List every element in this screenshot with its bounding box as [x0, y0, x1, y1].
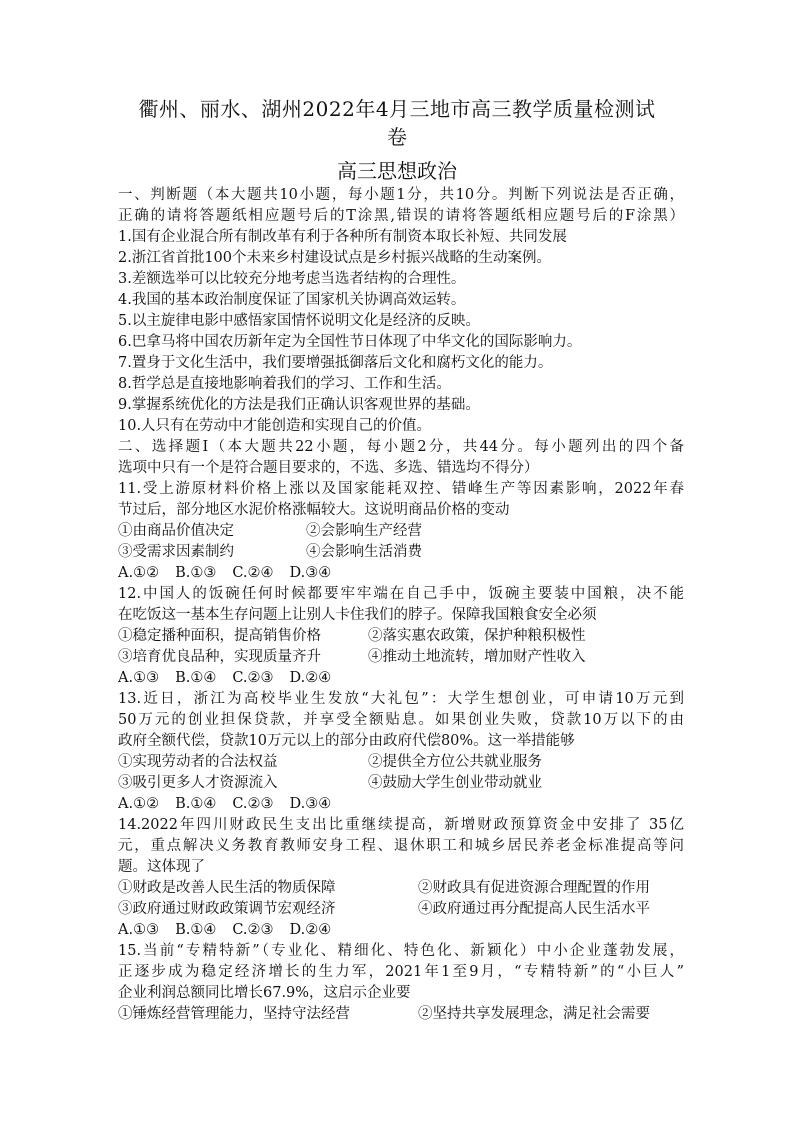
judgment-item-1: 1.国有企业混合所有制改革有利于各种所有制资本取长补短、共同发展	[118, 229, 567, 245]
q13-option-2: ②提供全方位公共就业服务	[368, 754, 542, 770]
q13-stem-line3: 政府全额代偿，贷款10万元以上的部分由政府代偿80%。这一举措能够	[118, 733, 575, 749]
exam-title-line2: 卷	[387, 125, 407, 149]
judgment-item-3: 3.差额选举可以比较充分地考虑当选者结构的合理性。	[118, 271, 466, 287]
q12-option-1: ①稳定播种面积，提高销售价格	[118, 628, 321, 644]
q11-option-2: ②会影响生产经营	[306, 523, 422, 539]
q14-stem-line2: 元，重点解决义务教育教师安身工程、退休职工和城乡居民养老金标准提高等问	[118, 838, 684, 854]
q13-stem-line1: 13.近日，浙江为高校毕业生发放“大礼包”：大学生想创业，可申请10万元到	[118, 691, 684, 707]
q14-options-row2	[118, 899, 684, 920]
exam-subject: 高三思想政治	[337, 159, 457, 183]
judgment-item-2: 2.浙江省首批100个未来乡村建设试点是乡村振兴战略的生动案例。	[118, 250, 552, 266]
q13-answers	[118, 794, 684, 815]
q14-answer-c: C.②③	[232, 922, 274, 938]
q13-answer-d: D.③④	[289, 796, 332, 812]
q13-option-4: ④鼓励大学生创业带动就业	[368, 775, 542, 791]
exam-title-line1: 衢州、丽水、湖州2022年4月三地市高三教学质量检测试	[138, 97, 656, 121]
q14-stem-line1: 14.2022年四川财政民生支出比重继续提高，新增财政预算资金中安排了 35亿	[118, 817, 684, 833]
section2-heading-line1: 二、选择题Ⅰ（本大题共22小题，每小题2分，共44分。每小题列出的四个备	[118, 439, 684, 455]
q13-options-row2	[118, 773, 684, 794]
q14-option-1: ①财政是改善人民生活的物质保障	[118, 880, 336, 896]
q11-option-1: ①由商品价值决定	[118, 523, 234, 539]
q14-answers	[118, 920, 684, 941]
q12-answer-b: B.①④	[175, 670, 217, 686]
q15-stem-line3: 企业利润总额同比增长67.9%，这启示企业要	[118, 985, 411, 1001]
judgment-item-4: 4.我国的基本政治制度保证了国家机关协调高效运转。	[118, 292, 466, 308]
q13-stem-line2: 50万元的创业担保贷款，并享受全额贴息。如果创业失败，贷款10万以下的由	[118, 712, 684, 728]
q11-option-4: ④会影响生活消费	[306, 544, 422, 560]
q13-option-3: ③吸引更多人才资源流入	[118, 775, 278, 791]
q12-option-4: ④推动土地流转，增加财产性收入	[368, 649, 586, 665]
judgment-item-8: 8.哲学总是直接地影响着我们的学习、工作和生活。	[118, 376, 451, 392]
judgment-item-10: 10.人只有在劳动中才能创造和实现自己的价值。	[118, 418, 432, 434]
q13-option-1: ①实现劳动者的合法权益	[118, 754, 278, 770]
judgment-item-6: 6.巴拿马将中国农历新年定为全国性节日体现了中华文化的国际影响力。	[118, 334, 582, 350]
q11-answer-d: D.③④	[289, 565, 332, 581]
q13-answer-b: B.①④	[175, 796, 217, 812]
q11-options-row2	[118, 542, 684, 563]
section1-heading-line2: 正确的请将答题纸相应题号后的T涂黑,错误的请将答题纸相应题号后的F涂黑）	[118, 208, 684, 224]
q13-answer-c: C.②③	[232, 796, 274, 812]
q12-answer-d: D.②④	[289, 670, 332, 686]
q13-answer-a: A.①②	[118, 796, 160, 812]
q12-answers	[118, 668, 684, 689]
q11-stem-line2: 节过后，部分地区水泥价格涨幅较大。这说明商品价格的变动	[118, 502, 510, 518]
q14-stem-line3: 题。这体现了	[118, 859, 205, 875]
judgment-item-7: 7.置身于文化生活中，我们要增强抵御落后文化和腐朽文化的能力。	[118, 355, 553, 371]
q15-stem-line1: 15.当前“专精特新”（专业化、精细化、特色化、新颖化）中小企业蓬勃发展，	[118, 943, 684, 959]
section2-heading-line2: 选项中只有一个是符合题目要求的，不选、多选、错选均不得分）	[118, 460, 539, 476]
q12-stem-line2: 在吃饭这一基本生存问题上让别人卡住我们的脖子。保障我国粮食安全必须	[118, 607, 597, 623]
q12-stem-line1: 12.中国人的饭碗任何时候都要牢牢端在自己手中，饭碗主要装中国粮，决不能	[118, 586, 684, 602]
q14-option-4: ④政府通过再分配提高人民生活水平	[418, 901, 650, 917]
q14-answer-d: D.②④	[289, 922, 332, 938]
q11-answer-b: B.①③	[175, 565, 217, 581]
q14-options-row1	[118, 878, 684, 899]
q12-option-2: ②落实惠农政策，保护种粮积极性	[368, 628, 586, 644]
q11-answers	[118, 563, 684, 584]
q11-stem-line1: 11.受上游原材料价格上涨以及国家能耗双控、错峰生产等因素影响，2022年春	[118, 481, 684, 497]
q14-answer-b: B.①④	[175, 922, 217, 938]
q12-option-3: ③培育优良品种，实现质量齐升	[118, 649, 321, 665]
q12-options-row1	[118, 626, 684, 647]
judgment-item-9: 9.掌握系统优化的方法是我们正确认识客观世界的基础。	[118, 397, 480, 413]
section1-heading-line1: 一、判断题（本大题共10小题，每小题1分，共10分。判断下列说法是否正确，	[118, 187, 684, 203]
q15-options-row1	[118, 1004, 684, 1025]
q15-option-2: ②坚持共享发展理念，满足社会需要	[418, 1006, 650, 1022]
q12-answer-a: A.①③	[118, 670, 160, 686]
q13-options-row1	[118, 752, 684, 773]
q15-stem-line2: 正逐步成为稳定经济增长的生力军，2021年1至9月，“专精特新”的“小巨人”	[118, 964, 684, 980]
q15-option-1: ①锤炼经营管理能力，坚持守法经营	[118, 1006, 350, 1022]
q11-option-3: ③受需求因素制约	[118, 544, 234, 560]
q12-options-row2	[118, 647, 684, 668]
q12-answer-c: C.②③	[232, 670, 274, 686]
q11-options-row1	[118, 521, 684, 542]
q11-answer-a: A.①②	[118, 565, 160, 581]
q11-answer-c: C.②④	[232, 565, 274, 581]
exam-body	[118, 185, 684, 1025]
judgment-item-5: 5.以主旋律电影中感悟家国情怀说明文化是经济的反映。	[118, 313, 480, 329]
q14-option-3: ③政府通过财政政策调节宏观经济	[118, 901, 336, 917]
q14-answer-a: A.①③	[118, 922, 160, 938]
q14-option-2: ②财政具有促进资源合理配置的作用	[418, 880, 650, 896]
